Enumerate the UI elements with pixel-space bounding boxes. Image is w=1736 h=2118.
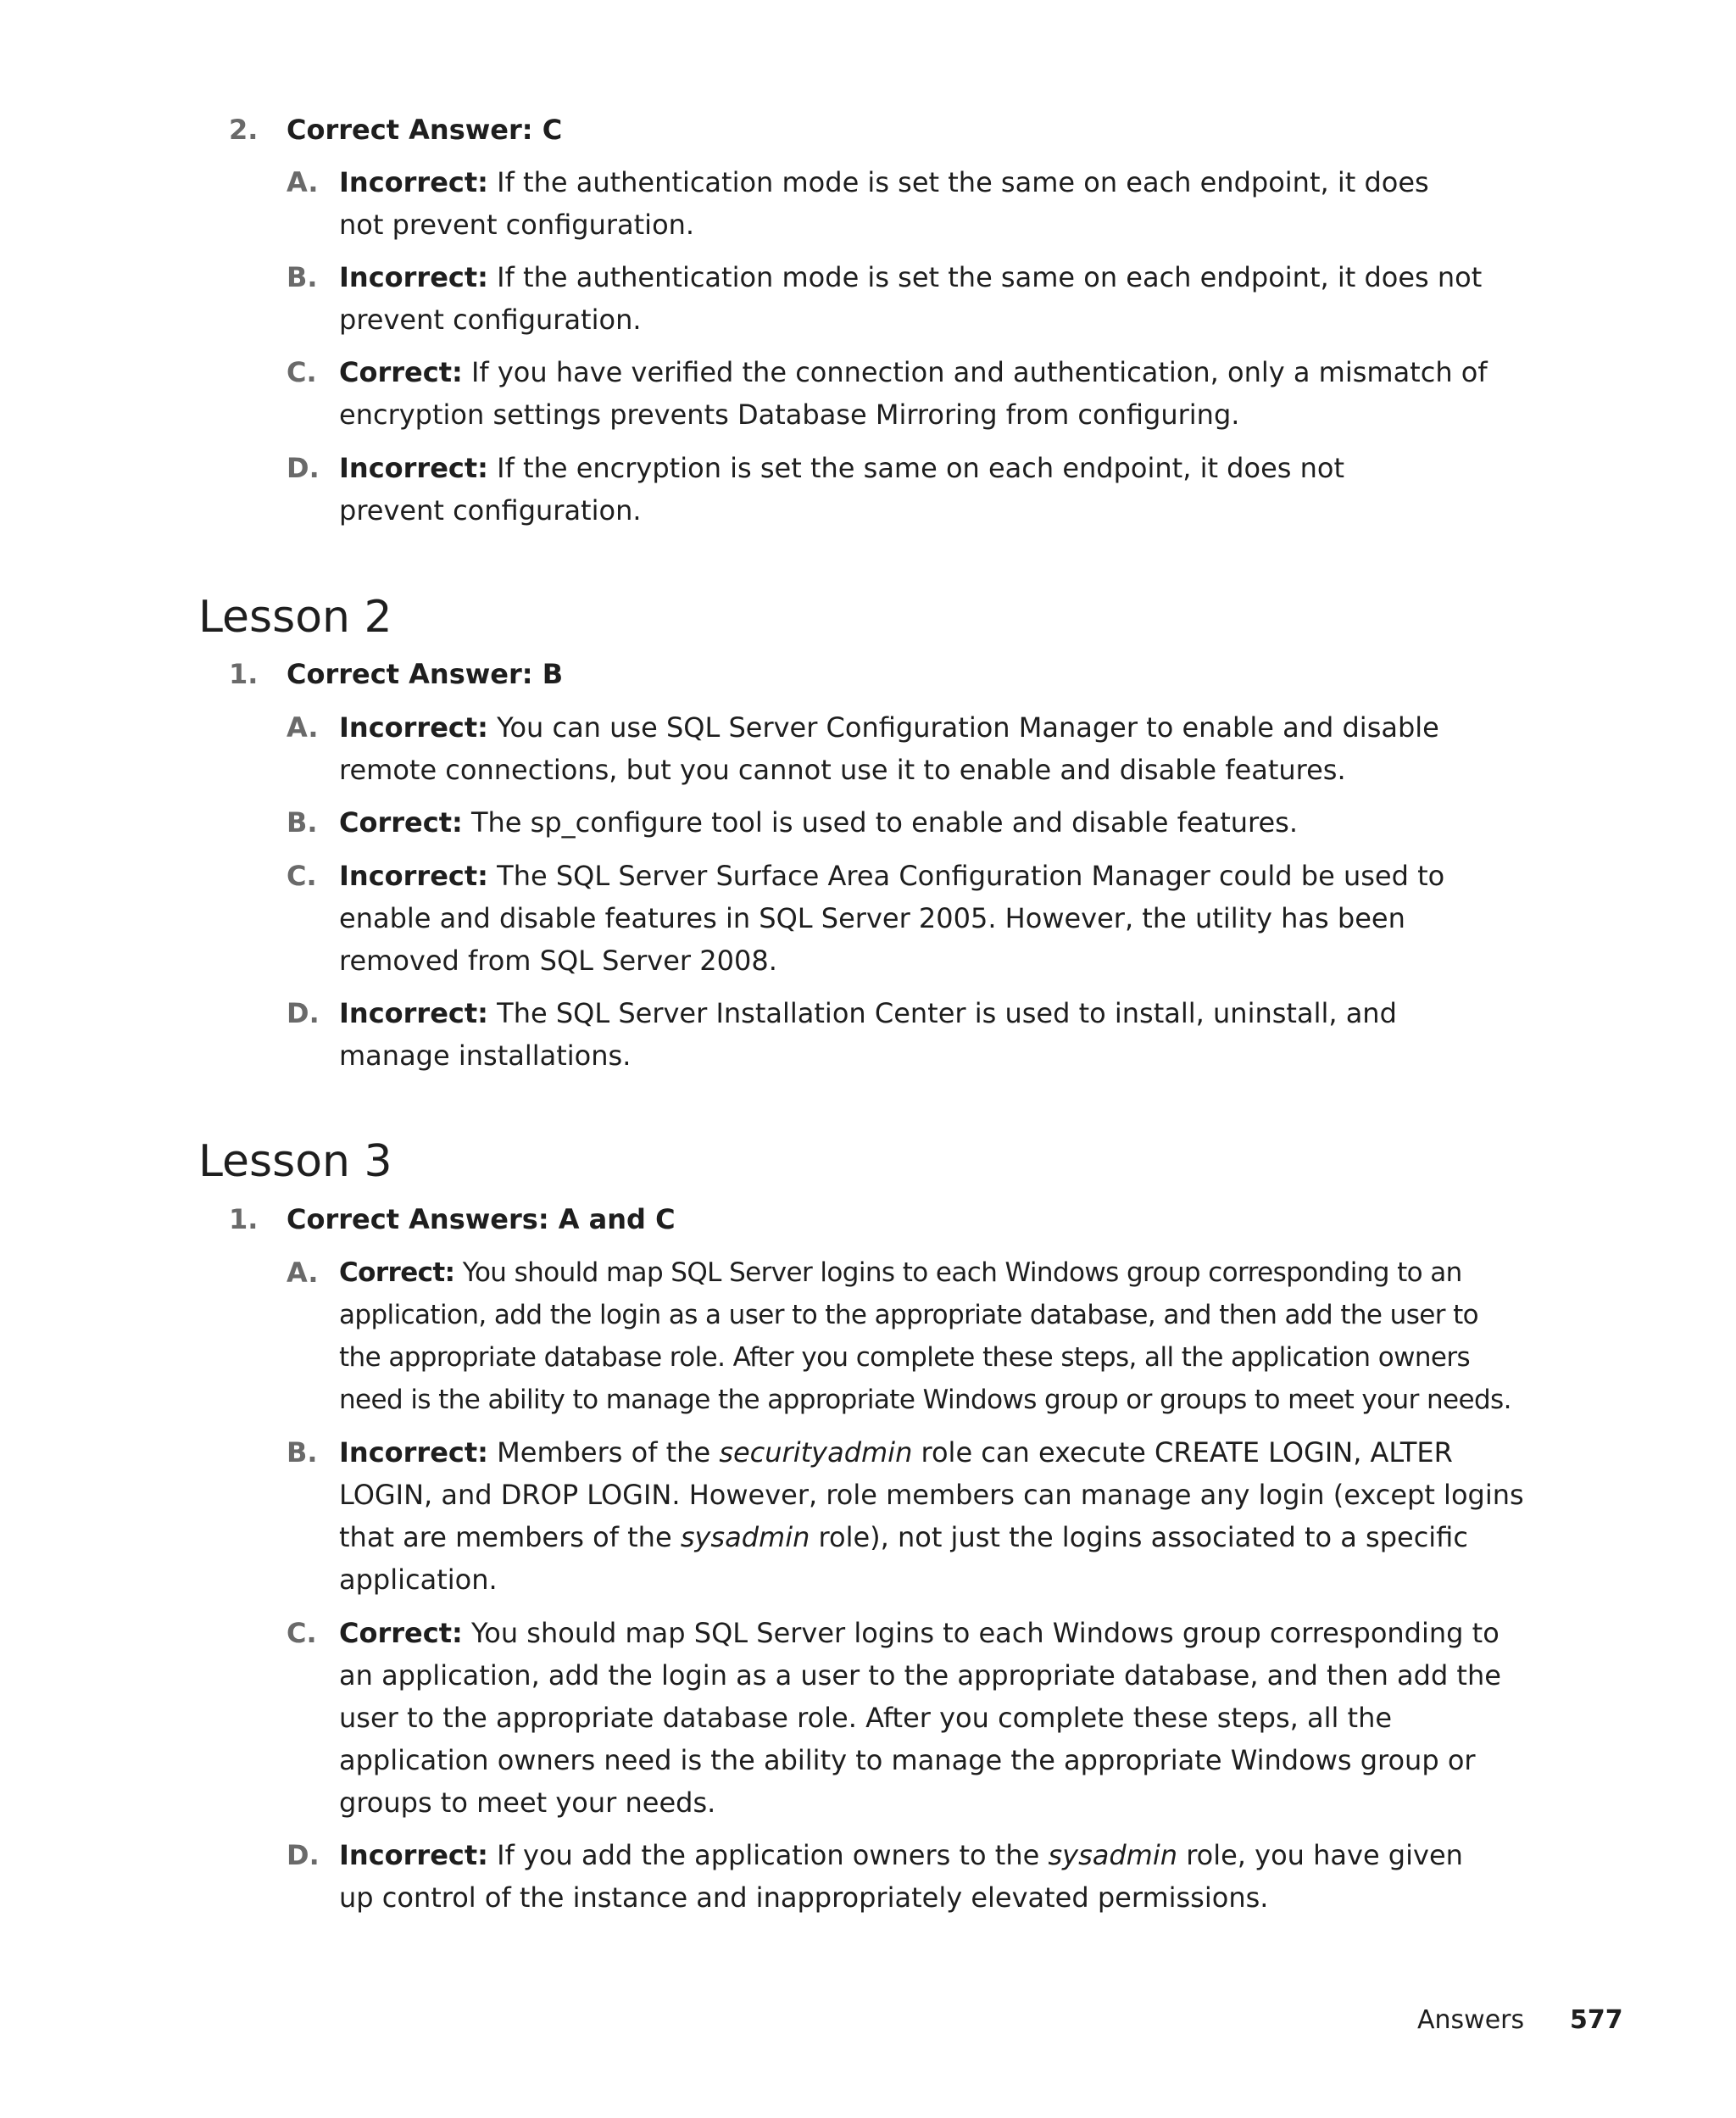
- question-header: [0, 111, 1356, 148]
- option-label: Incorrect:: [339, 1436, 488, 1469]
- question-header: [0, 655, 1356, 693]
- option-text: [339, 1612, 1526, 1824]
- option-letter: B.: [287, 806, 318, 839]
- option-body: If the authentication mode is set the same on each endpoint, it does not prevent configuration.: [339, 261, 1483, 336]
- option-letter: A.: [287, 711, 319, 744]
- option-text: [339, 801, 1526, 844]
- question-number: 2.: [229, 114, 259, 146]
- question-number: 1.: [229, 1203, 259, 1235]
- option-letter: D.: [287, 452, 320, 484]
- option-label: Incorrect:: [339, 1839, 488, 1871]
- option-body: If the encryption is set the same on each endpoint, it does not prevent configuration.: [339, 452, 1344, 527]
- option-text: [339, 992, 1458, 1077]
- option-text: [339, 855, 1526, 982]
- option-text: [339, 447, 1433, 532]
- option-text: [339, 706, 1526, 791]
- page-footer: [0, 1999, 1736, 2042]
- option-text: [339, 351, 1526, 436]
- footer-section-title: Answers: [1417, 2005, 1525, 2035]
- option-label: Incorrect:: [339, 452, 488, 484]
- option-letter: D.: [287, 997, 320, 1029]
- option-label: Correct:: [339, 806, 463, 839]
- option-letter: A.: [287, 1257, 319, 1289]
- question-header: [0, 1201, 1356, 1238]
- question-number: 1.: [229, 658, 259, 690]
- option-body: The SQL Server Surface Area Configuration Manager could be used to enable and disable features in SQL Server 2005. However, the utility has been removed from SQL Server 2008.: [339, 860, 1445, 977]
- question-title: Correct Answers: A and C: [287, 1203, 676, 1235]
- option-label: Incorrect:: [339, 166, 488, 198]
- lesson-heading: Lesson 2: [198, 592, 392, 643]
- option-body: You can use SQL Server Configuration Manager to enable and disable remote connections, but you cannot use it to enable and disable features.: [339, 711, 1439, 786]
- role-name-sysadmin: sysadmin: [680, 1521, 810, 1553]
- option-text: [339, 161, 1466, 246]
- question-title: Correct Answer: C: [287, 114, 563, 146]
- option-text: [339, 1251, 1526, 1421]
- option-text: [339, 1834, 1475, 1919]
- option-letter: A.: [287, 166, 319, 198]
- option-body-part: role, you have given up control of the instance and inappropriately elevated permissions.: [339, 1839, 1463, 1914]
- option-body: The SQL Server Installation Center is used to install, uninstall, and manage installations.: [339, 997, 1397, 1072]
- option-label: Incorrect:: [339, 711, 488, 744]
- option-label: Correct:: [339, 1257, 455, 1288]
- option-text: [339, 1431, 1526, 1601]
- option-body-part: role can execute CREATE LOGIN, ALTER LOGIN, and DROP LOGIN. However, role members can manage any login (except logins that are members of the: [339, 1436, 1524, 1553]
- option-letter: B.: [287, 261, 318, 293]
- option-body-part: role), not just the logins associated to a specific application.: [339, 1521, 1468, 1596]
- option-body: If you have verified the connection and authentication, only a mismatch of encryption settings prevents Database Mirroring from configuring.: [339, 356, 1488, 431]
- option-label: Incorrect:: [339, 997, 488, 1029]
- option-body: The sp_configure tool is used to enable and disable features.: [470, 806, 1299, 839]
- role-name-sysadmin: sysadmin: [1048, 1839, 1178, 1871]
- option-label: Correct:: [339, 356, 463, 388]
- role-name-securityadmin: securityadmin: [719, 1436, 913, 1469]
- option-label: Incorrect:: [339, 860, 488, 892]
- option-letter: C.: [287, 1617, 317, 1649]
- option-label: Correct:: [339, 1617, 463, 1649]
- option-body-part: Members of the: [497, 1436, 720, 1469]
- option-body: You should map SQL Server logins to each Windows group corresponding to an application, add the login as a user to the appropriate database, and then add the user to the appropriate database role. After you complete these steps, all the application owners need is the ability to manage the appropriate Windows group or groups to meet your needs.: [339, 1617, 1501, 1819]
- option-body: If the authentication mode is set the same on each endpoint, it does not prevent configuration.: [339, 166, 1429, 241]
- option-body: You should map SQL Server logins to each Windows group corresponding to an application, add the login as a user to the appropriate database, and then add the user to the appropriate database role. After you complete these steps, all the application owners need is the ability to manage the appropriate Windows group or groups to meet your needs.: [339, 1257, 1511, 1415]
- question-title: Correct Answer: B: [287, 658, 564, 690]
- option-letter: C.: [287, 860, 317, 892]
- page-number: 577: [1570, 2005, 1623, 2035]
- lesson-heading: Lesson 3: [198, 1136, 392, 1187]
- option-text: [339, 256, 1526, 341]
- option-body-part: If you add the application owners to the: [497, 1839, 1049, 1871]
- option-letter: B.: [287, 1436, 318, 1469]
- option-label: Incorrect:: [339, 261, 488, 293]
- option-letter: D.: [287, 1839, 320, 1871]
- option-letter: C.: [287, 356, 317, 388]
